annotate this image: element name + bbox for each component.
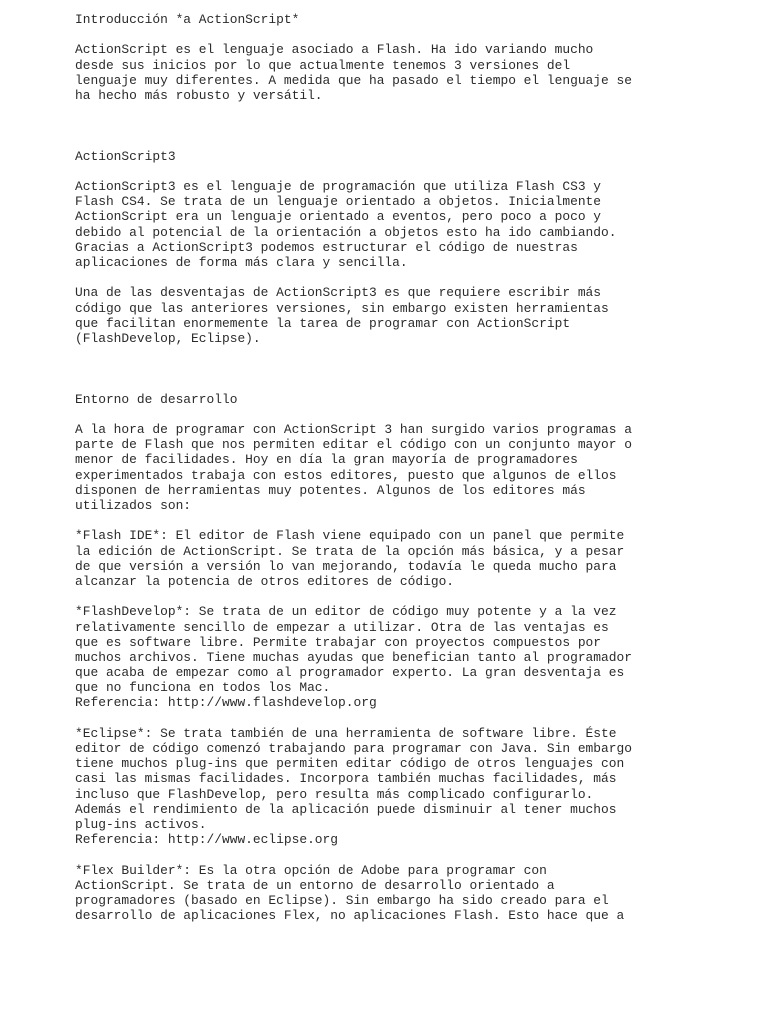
- text-line: muchos archivos. Tiene muchas ayudas que benefician tanto al programador: [75, 649, 632, 665]
- blank-line: [75, 270, 695, 285]
- text-line: Introducción *a ActionScript*: [75, 12, 300, 27]
- text-line: ActionScript3: [75, 148, 176, 164]
- text-line: relativamente sencillo de empezar a utilizar. Otra de las ventajas es: [75, 619, 609, 635]
- blank-line: [75, 134, 695, 149]
- text-line: Referencia: http://www.flashdevelop.org: [75, 695, 377, 711]
- text-line: Gracias a ActionScript3 podemos estructurar el código de nuestras: [75, 239, 578, 255]
- text-line: disponen de herramientas muy potentes. Algunos de los editores más: [75, 482, 586, 498]
- text-line: código que las anteriores versiones, sin embargo existen herramientas: [75, 300, 609, 316]
- text-line: Además el rendimiento de la aplicación puede disminuir al tener muchos: [75, 801, 617, 817]
- blank-line: [75, 513, 695, 528]
- text-line: menor de facilidades. Hoy en día la gran mayoría de programadores: [75, 452, 578, 468]
- blank-line: [75, 361, 695, 376]
- blank-line: [75, 711, 695, 726]
- text-line: Referencia: http://www.eclipse.org: [75, 832, 339, 848]
- text-line: ActionScript. Se trata de un entorno de desarrollo orientado a: [75, 877, 555, 893]
- text-line: que facilitan enormemente la tarea de programar con ActionScript: [75, 315, 571, 331]
- blank-line: [75, 27, 695, 42]
- text-line: Entorno de desarrollo: [75, 391, 238, 407]
- text-line: tiene muchos plug-ins que permiten editar código de otros lenguajes con: [75, 756, 625, 772]
- text-line: parte de Flash que nos permiten editar el código con un conjunto mayor o: [75, 437, 632, 453]
- text-line: que no funciona en todos los Mac.: [75, 680, 331, 696]
- text-line: casi las mismas facilidades. Incorpora también muchas facilidades, más: [75, 771, 617, 787]
- text-line: la edición de ActionScript. Se trata de la opción más básica, y a pesar: [75, 543, 625, 559]
- text-line: *FlashDevelop*: Se trata de un editor de código muy potente y a la vez: [75, 604, 617, 620]
- text-line: *Flex Builder*: Es la otra opción de Adobe para programar con: [75, 862, 547, 878]
- text-line: *Flash IDE*: El editor de Flash viene equipado con un panel que permite: [75, 528, 625, 544]
- text-line: A la hora de programar con ActionScript 3 han surgido varios programas a: [75, 422, 632, 438]
- document-page: [75, 12, 695, 923]
- text-line: debido al potencial de la orientación a objetos esto ha ido cambiando.: [75, 224, 617, 240]
- text-line: Una de las desventajas de ActionScript3 es que requiere escribir más: [75, 285, 602, 301]
- text-line: *Eclipse*: Se trata también de una herramienta de software libre. Éste: [75, 725, 617, 741]
- text-line: programadores (basado en Eclipse). Sin embargo ha sido creado para el: [75, 892, 609, 908]
- text-line: experimentados trabaja con estos editores, puesto que algunos de ellos: [75, 467, 617, 483]
- blank-line: [75, 346, 695, 361]
- blank-line: [75, 589, 695, 604]
- text-line: ha hecho más robusto y versátil.: [75, 87, 323, 103]
- text-line: plug-ins activos.: [75, 816, 207, 832]
- text-line: que acaba de empezar como al programador experto. La gran desventaja es: [75, 665, 625, 681]
- text-line: lenguaje muy diferentes. A medida que ha pasado el tiempo el lenguaje se: [75, 72, 632, 88]
- text-line: Flash CS4. Se trata de un lenguaje orientado a objetos. Inicialmente: [75, 194, 602, 210]
- blank-line: [75, 118, 695, 133]
- text-line: editor de código comenzó trabajando para programar con Java. Sin embargo: [75, 741, 632, 756]
- text-line: ActionScript es el lenguaje asociado a Flash. Ha ido variando mucho: [75, 42, 594, 58]
- text-line: desde sus inicios por lo que actualmente tenemos 3 versiones del: [75, 57, 571, 73]
- text-line: de que versión a versión lo van mejorando, todavía le queda mucho para: [75, 558, 617, 574]
- blank-line: [75, 103, 695, 118]
- text-line: aplicaciones de forma más clara y sencilla.: [75, 255, 408, 270]
- text-line: alcanzar la potencia de otros editores de código.: [75, 573, 455, 589]
- text-line: (FlashDevelop, Eclipse).: [75, 330, 261, 346]
- blank-line: [75, 164, 695, 179]
- text-line: incluso que FlashDevelop, pero resulta más complicado configurarlo.: [75, 786, 594, 802]
- blank-line: [75, 377, 695, 392]
- text-line: ActionScript3 es el lenguaje de programación que utiliza Flash CS3 y: [75, 179, 602, 195]
- text-line: utilizados son:: [75, 498, 192, 513]
- text-line: que es software libre. Permite trabajar con proyectos compuestos por: [75, 634, 602, 650]
- text-line: ActionScript era un lenguaje orientado a eventos, pero poco a poco y: [75, 209, 602, 225]
- text-line: desarrollo de aplicaciones Flex, no aplicaciones Flash. Esto hace que a: [75, 908, 625, 924]
- blank-line: [75, 407, 695, 422]
- blank-line: [75, 847, 695, 862]
